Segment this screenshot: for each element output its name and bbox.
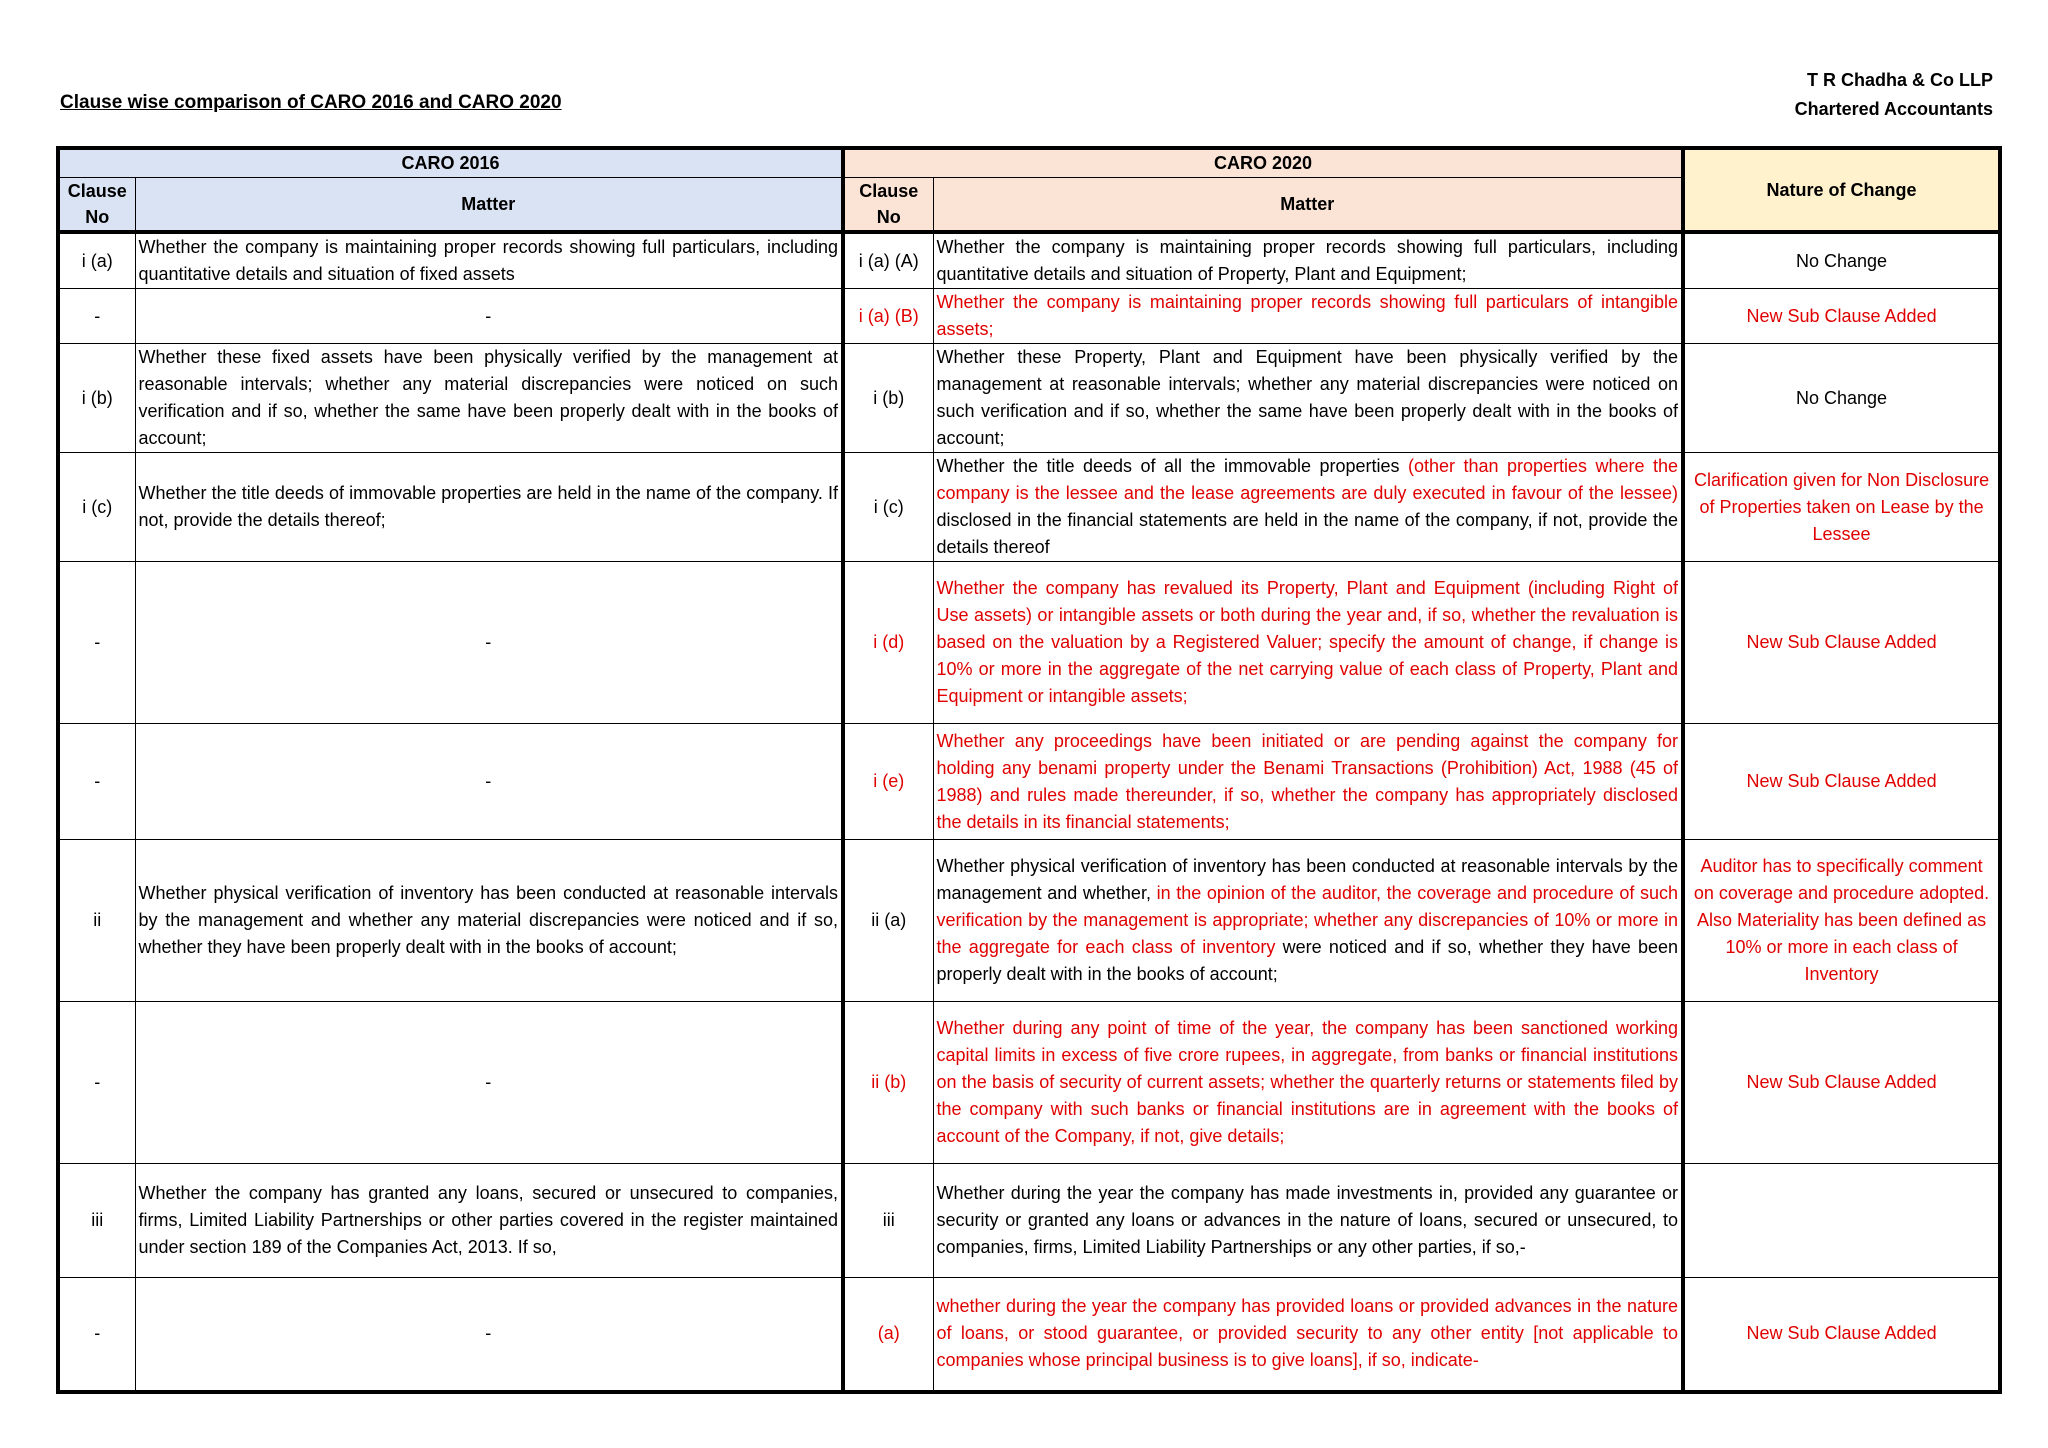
group-header-caro-2020: CARO 2020	[843, 148, 1683, 178]
table-row	[58, 453, 2000, 562]
clause-no-2020: ii (b)	[843, 1002, 933, 1164]
matter-2016: Whether the company has granted any loans, secured or unsecured to companies, firms, Limited Liability Partnerships or other parties covered in the register maintained under section 189 of the Companies Act, 2013. If so,	[135, 1164, 843, 1278]
clause-no-2020: i (a) (B)	[843, 289, 933, 344]
matter-2020-segment: disclosed in the financial statements are held in the name of the company, if not, provide the details thereof	[936, 510, 1679, 557]
table-row	[58, 1002, 2000, 1164]
matter-2020	[933, 1002, 1683, 1164]
table-row	[58, 840, 2000, 1002]
clause-no-2016: iii	[58, 1164, 135, 1278]
table-row	[58, 562, 2000, 724]
clause-no-2020: i (e)	[843, 724, 933, 840]
group-header-caro-2016: CARO 2016	[58, 148, 843, 178]
matter-2020	[933, 232, 1683, 289]
matter-2020-segment: Whether the title deeds of all the immovable properties	[936, 456, 1408, 476]
table-row	[58, 1164, 2000, 1278]
nature-of-change: No Change	[1683, 232, 2000, 289]
document-title: Clause wise comparison of CARO 2016 and CARO 2020	[60, 92, 562, 113]
header-matter-2020: Matter	[933, 178, 1683, 233]
clause-no-2020: iii	[843, 1164, 933, 1278]
table-row	[58, 724, 2000, 840]
nature-of-change: Auditor has to specifically comment on coverage and procedure adopted. Also Materiality has been defined as 10% or more in each class of Inventory	[1683, 840, 2000, 1002]
clause-no-2020: i (d)	[843, 562, 933, 724]
clause-no-2020: i (b)	[843, 344, 933, 453]
matter-2020	[933, 289, 1683, 344]
nature-of-change: No Change	[1683, 344, 2000, 453]
matter-2020	[933, 724, 1683, 840]
table-row	[58, 344, 2000, 453]
matter-2016: -	[135, 562, 843, 724]
matter-2016: -	[135, 724, 843, 840]
matter-2020-segment: Whether the company is maintaining proper records showing full particulars, including quantitative details and situation of Property, Plant and Equipment;	[936, 237, 1679, 284]
clause-no-2020: (a)	[843, 1278, 933, 1392]
header-matter-2016: Matter	[135, 178, 843, 233]
header-nature-of-change: Nature of Change	[1683, 148, 2000, 232]
matter-2020-segment: Whether during the year the company has made investments in, provided any guarantee or security or granted any loans or advances in the nature of loans, secured or unsecured, to companies, firms, Limited Liability Partnerships or any other parties, if so,-	[936, 1183, 1679, 1257]
firm-subtitle: Chartered Accountants	[1794, 99, 1993, 119]
clause-no-2016: ii	[58, 840, 135, 1002]
matter-2016: -	[135, 1278, 843, 1392]
matter-2016: Whether the title deeds of immovable properties are held in the name of the company. If not, provide the details thereof;	[135, 453, 843, 562]
clause-no-2016: i (c)	[58, 453, 135, 562]
nature-of-change: New Sub Clause Added	[1683, 1002, 2000, 1164]
matter-2020	[933, 344, 1683, 453]
matter-2020-segment: Whether any proceedings have been initiated or are pending against the company for holding any benami property under the Benami Transactions (Prohibition) Act, 1988 (45 of 1988) and rules made thereunder, if so, whether the company has appropriately disclosed the details in its financial statements;	[936, 730, 1679, 832]
clause-no-2016: -	[58, 289, 135, 344]
clause-no-2016: i (b)	[58, 344, 135, 453]
matter-2016: Whether physical verification of inventory has been conducted at reasonable intervals by the management and whether any material discrepancies were noticed and if so, whether they have been properly dealt with in the books of account;	[135, 840, 843, 1002]
matter-2016: Whether the company is maintaining proper records showing full particulars, including quantitative details and situation of fixed assets	[135, 232, 843, 289]
clause-no-2016: -	[58, 1002, 135, 1164]
matter-2020-segment: Whether these Property, Plant and Equipment have been physically verified by the management at reasonable intervals; whether any material discrepancies were noticed on such verification and if so, whether the same have been properly dealt with in the books of account;	[936, 347, 1679, 448]
matter-2016: -	[135, 1002, 843, 1164]
matter-2020-segment: (other than properties where the company is the lessee and the lease agreements are duly executed in favour of the lessee)	[936, 456, 1679, 503]
clause-no-2016: -	[58, 562, 135, 724]
header-clause-no-2020: Clause No	[843, 178, 933, 233]
nature-of-change: New Sub Clause Added	[1683, 724, 2000, 840]
firm-header	[1795, 66, 1993, 124]
clause-no-2016: i (a)	[58, 232, 135, 289]
nature-of-change: New Sub Clause Added	[1683, 562, 2000, 724]
matter-2020-segment: Whether physical verification of inventory has been conducted at reasonable intervals by the management and whether,	[936, 856, 1679, 903]
matter-2020-segment: were noticed and if so, whether they have been properly dealt with in the books of account;	[936, 937, 1679, 984]
firm-name: T R Chadha & Co LLP	[1807, 70, 1993, 90]
clause-no-2016: -	[58, 1278, 135, 1392]
matter-2020-segment: Whether the company has revalued its Property, Plant and Equipment (including Right of Use assets) or intangible assets or both during the year and, if so, whether the revaluation is based on the valuation by a Registered Valuer; specify the amount of change, if change is 10% or more in the aggregate of the net carrying value of each class of Property, Plant and Equipment or intangible assets;	[936, 578, 1679, 706]
comparison-table	[56, 146, 2002, 1394]
table-row	[58, 232, 2000, 289]
nature-of-change	[1683, 1164, 2000, 1278]
table-body	[58, 232, 2000, 1392]
matter-2020-segment: Whether during any point of time of the year, the company has been sanctioned working capital limits in excess of five crore rupees, in aggregate, from banks or financial institutions on the basis of security of current assets; whether the quarterly returns or statements filed by the company with such banks or financial institutions are in agreement with the books of account of the Company, if not, give details;	[936, 1018, 1679, 1146]
matter-2016: -	[135, 289, 843, 344]
matter-2020-segment: whether during the year the company has provided loans or provided advances in the nature of loans, or stood guarantee, or provided security to any other entity [not applicable to companies whose principal business is to give loans], if so, indicate-	[936, 1296, 1679, 1371]
table-row	[58, 289, 2000, 344]
nature-of-change: Clarification given for Non Disclosure of Properties taken on Lease by the Lessee	[1683, 453, 2000, 562]
matter-2016: Whether these fixed assets have been physically verified by the management at reasonable intervals; whether any material discrepancies were noticed on such verification and if so, whether the same have been properly dealt with in the books of account;	[135, 344, 843, 453]
clause-no-2020: i (c)	[843, 453, 933, 562]
nature-of-change: New Sub Clause Added	[1683, 289, 2000, 344]
clause-no-2016: -	[58, 724, 135, 840]
clause-no-2020: ii (a)	[843, 840, 933, 1002]
table-row	[58, 1278, 2000, 1392]
clause-no-2020: i (a) (A)	[843, 232, 933, 289]
matter-2020	[933, 562, 1683, 724]
matter-2020-segment: in the opinion of the auditor, the coverage and procedure of such verification by the management is appropriate; whether any discrepancies of 10% or more in the aggregate for each class of inventory	[936, 883, 1679, 957]
nature-of-change: New Sub Clause Added	[1683, 1278, 2000, 1392]
matter-2020	[933, 1164, 1683, 1278]
matter-2020	[933, 453, 1683, 562]
matter-2020	[933, 1278, 1683, 1392]
matter-2020-segment: Whether the company is maintaining proper records showing full particulars of intangible assets;	[936, 292, 1679, 339]
header-clause-no-2016: Clause No	[58, 178, 135, 233]
matter-2020	[933, 840, 1683, 1002]
